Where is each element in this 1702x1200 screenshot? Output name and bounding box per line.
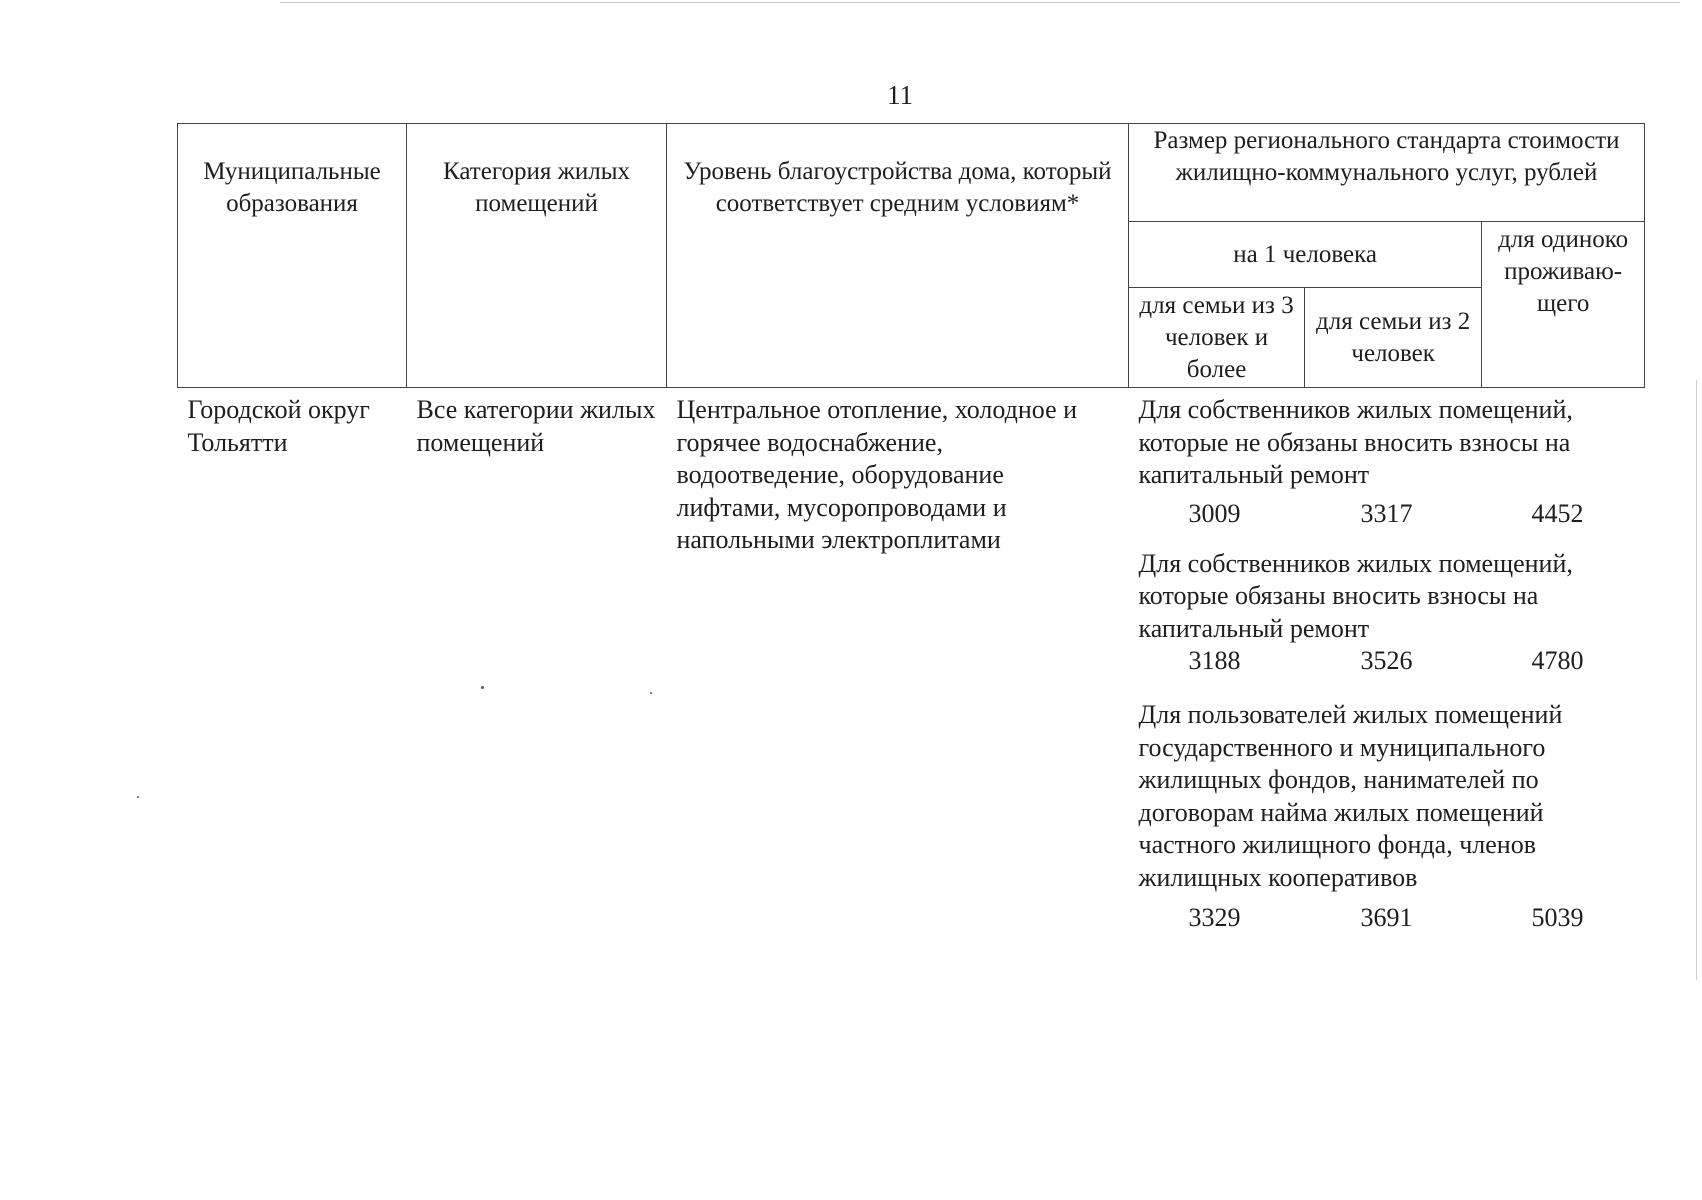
scan-speck	[650, 692, 652, 694]
header-municipal: Муниципальные образования	[178, 124, 407, 388]
standard-cost-table	[177, 123, 1645, 934]
page-number: 11	[887, 80, 913, 110]
value-single: 4452	[1531, 498, 1584, 528]
header-standard-size: Размер регионального стандарта стоимости жилищно-коммунального услуг, рублей	[1129, 124, 1645, 222]
values-row	[1139, 645, 1633, 677]
value-block	[1139, 548, 1633, 678]
value-family-2: 3317	[1360, 498, 1413, 528]
values-row	[1139, 498, 1633, 530]
value-family-3: 3188	[1188, 646, 1241, 675]
value-block-caption: Для пользователей жилых помещений государственного и муниципального жилищных фондов, нанимателей по договорам найма жилых помещений частного жилищного фонда, членов жилищных кооперативов	[1138, 700, 1563, 892]
cell-category: Все категории жилых помещений	[416, 395, 656, 457]
scan-edge-right	[1696, 380, 1697, 980]
scan-speck	[481, 686, 484, 689]
header-family-2: для семьи из 2 человек	[1305, 288, 1482, 388]
table-row	[178, 388, 1645, 935]
value-single: 5039	[1531, 903, 1584, 932]
value-family-3: 3009	[1188, 498, 1241, 528]
value-block	[1139, 394, 1633, 530]
value-block	[1139, 699, 1633, 934]
header-category: Категория жилых помещений	[407, 124, 667, 388]
cell-level: Центральное отопление, холодное и горячее водоснабжение, водоотведение, оборудование лифтами, мусоропроводами и напольными электроплитами	[676, 395, 1078, 554]
values-row	[1139, 902, 1633, 934]
value-block-caption: Для собственников жилых помещений, которые обязаны вносить взносы на капитальный ремонт	[1138, 548, 1573, 643]
header-level: Уровень благоустройства дома, который соответствует средним условиям*	[667, 124, 1129, 388]
scan-speck	[137, 796, 139, 798]
cell-standard-values	[1129, 388, 1645, 935]
value-family-3: 3329	[1188, 903, 1241, 932]
value-block-caption: Для собственников жилых помещений, которые не обязаны вносить взносы на капитальный ремонт	[1138, 395, 1573, 489]
header-per-person: на 1 человека	[1129, 222, 1482, 288]
header-family-3: для семьи из 3 человек и более	[1129, 288, 1305, 388]
value-family-2: 3526	[1360, 646, 1413, 675]
cell-municipal: Городской округ Тольятти	[187, 395, 370, 457]
header-row-1	[178, 124, 1645, 222]
value-single: 4780	[1531, 646, 1584, 675]
scan-edge-top	[280, 2, 1680, 3]
header-single: для одиноко проживаю-щего	[1482, 222, 1645, 388]
value-family-2: 3691	[1360, 903, 1413, 932]
